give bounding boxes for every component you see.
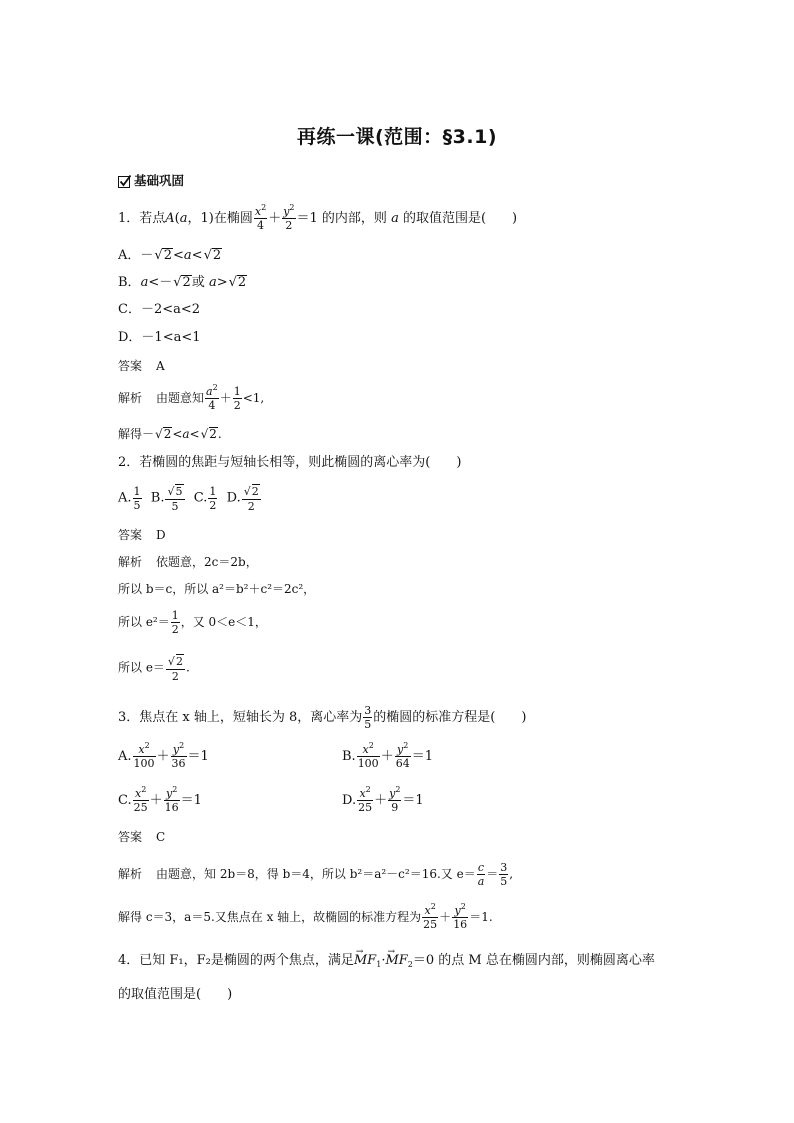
- question-4-stem-line-2: 的取值范围是( ): [118, 987, 233, 1002]
- q2-analysis-3: 所以 e²＝ $\frac{1}{2}$ ，又 0＜e＜1，: [118, 609, 267, 636]
- question-4-stem-line-1: 4．已知 F₁，F₂是椭圆的两个焦点，满足→ $MF_1\cdot\to MF_2=0$ 的点 M 总在椭圆内部，则椭圆离心率: [118, 952, 655, 970]
- section-header: [118, 172, 184, 190]
- q2-analysis-1: 解析 依题意，2c＝2b，: [118, 555, 258, 569]
- section-label: 基础巩固: [134, 173, 185, 188]
- q3-option-d: D. $\frac{x^2}{25}$ ＋ $\frac{y^2}{9}$ ＝1: [342, 785, 424, 814]
- question-2-stem: 2．若椭圆的焦距与短轴长相等，则此椭圆的离心率为( ): [118, 455, 462, 470]
- q1-analysis: 解析 由题意知 $\frac{a^2}{4}$ ＋ $\frac{1}{2}$ <1,: [118, 383, 265, 412]
- question-1-stem: 1．若点A(a，1)在椭圆 $\frac{x^2}{4}$ ＋ $\frac{y^2}{2}$ ＝1 的内部，则 a 的取值范围是( ): [118, 203, 518, 232]
- q3-option-b: B. $\frac{x^2}{100}$ ＋ $\frac{y^2}{64}$ ＝1: [342, 741, 433, 770]
- q1-option-c: C．－2<a<2: [118, 302, 201, 317]
- q3-answer: 答案 C: [118, 830, 166, 844]
- page-title: 再练一课(范围：§3.1): [296, 126, 498, 148]
- q1-option-d: D．－1<a<1: [118, 330, 201, 345]
- question-3-stem: 3．焦点在 x 轴上，短轴长为 8，离心率为 $\frac{3}{5}$ 的椭圆的标准方程是( ): [118, 704, 527, 731]
- q2-options: A. $\frac{1}{5}$ B. √ $\frac{5}{5}$ C. $\frac{1}{2}$ D. √ $\frac{2}{2}$: [118, 484, 262, 512]
- q3-analysis-2: 解得 c＝3，a＝5.又焦点在 x 轴上，故椭圆的标准方程为 $\frac{x^2}{25}$ ＋ $\frac{y^2}{16}$ ＝1.: [118, 902, 493, 931]
- q2-analysis-4: 所以 e＝ √ $\frac{2}{2}$ .: [118, 654, 190, 682]
- q3-option-c: C. $\frac{x^2}{25}$ ＋ $\frac{y^2}{16}$ ＝1: [118, 785, 202, 814]
- q1-answer: 答案 A: [118, 359, 165, 373]
- checkbox-icon: [118, 175, 131, 188]
- q2-analysis-2: 所以 b＝c，所以 a²＝b²＋c²＝2c²，: [118, 582, 316, 596]
- q1-solution: 解得－√ 2<a<√ 2.: [118, 425, 222, 443]
- q2-answer: 答案 D: [118, 528, 166, 542]
- q3-option-a: A. $\frac{x^2}{100}$ ＋ $\frac{y^2}{36}$ ＝1: [118, 741, 209, 770]
- q1-option-a: A．－√ 2<a<√ 2: [118, 247, 222, 265]
- q1-option-b: B．a<－√ 2或 a>√ 2: [118, 274, 247, 292]
- q3-analysis-1: 解析 由题意，知 2b＝8，得 b＝4，所以 b²＝a²－c²＝16.又 e＝ $\frac{c}{a}$ ＝ $\frac{3}{5}$ ,: [118, 861, 514, 888]
